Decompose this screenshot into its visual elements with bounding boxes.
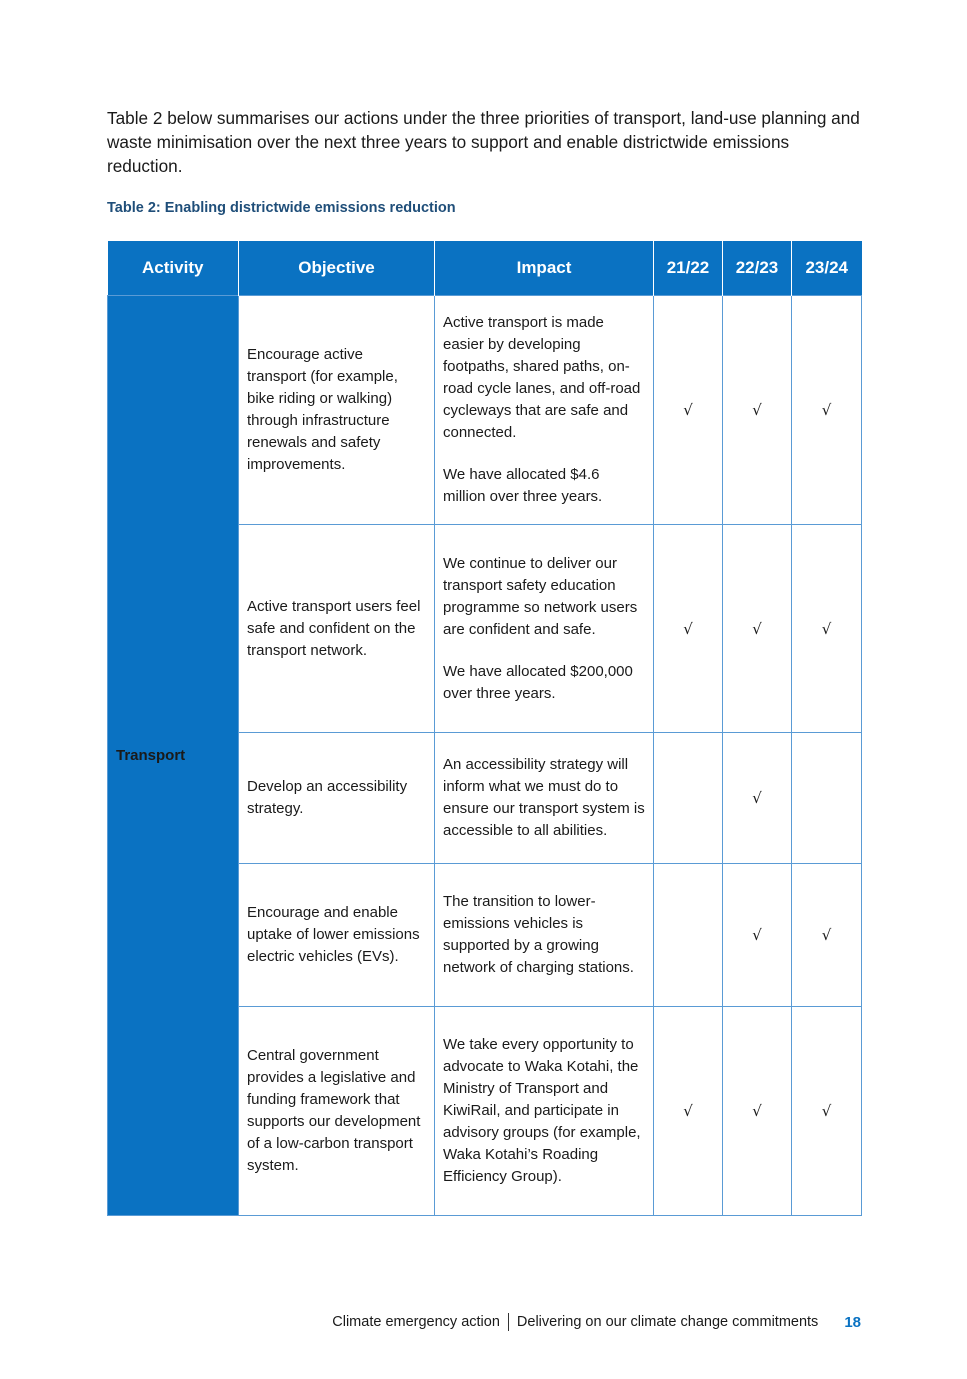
impact-cell bbox=[435, 864, 654, 1007]
emissions-table bbox=[107, 241, 862, 1216]
tick-2223: √ bbox=[723, 296, 792, 525]
tick-2122: √ bbox=[654, 525, 723, 733]
objective-cell: Encourage and enable uptake of lower emissions electric vehicles (EVs). bbox=[239, 864, 435, 1007]
tick-2223: √ bbox=[723, 733, 792, 864]
tick-2324: √ bbox=[792, 296, 862, 525]
impact-cell bbox=[435, 733, 654, 864]
tick-2122: √ bbox=[654, 296, 723, 525]
tick-2122 bbox=[654, 864, 723, 1007]
impact-text: We take every opportunity to advocate to Waka Kotahi, the Ministry of Transport and KiwiRail, and participate in advisory groups (for example, Waka Kotahi’s Roading Efficiency Group). bbox=[443, 1036, 641, 1185]
tick-2122 bbox=[654, 733, 723, 864]
table-caption: Table 2: Enabling districtwide emissions reduction bbox=[107, 200, 456, 216]
impact-allocation: We have allocated $200,000 over three years. bbox=[443, 662, 633, 702]
header-objective: Objective bbox=[239, 241, 435, 296]
page-number: 18 bbox=[844, 1313, 861, 1331]
footer-document-title: Delivering on our climate change commitments bbox=[516, 1314, 819, 1330]
objective-cell: Encourage active transport (for example, bike riding or walking) through infrastructure renewals and safety improvements. bbox=[239, 296, 435, 525]
tick-2324: √ bbox=[792, 525, 862, 733]
objective-cell: Active transport users feel safe and confident on the transport network. bbox=[239, 525, 435, 733]
objective-cell: Central government provides a legislative and funding framework that supports our development of a low-carbon transport system. bbox=[239, 1007, 435, 1216]
objective-cell: Develop an accessibility strategy. bbox=[239, 733, 435, 864]
table-header-row bbox=[108, 241, 862, 296]
impact-text: An accessibility strategy will inform what we must do to ensure our transport system is accessible to all abilities. bbox=[443, 756, 645, 839]
tick-2223: √ bbox=[723, 864, 792, 1007]
footer-section-title: Climate emergency action bbox=[332, 1314, 500, 1330]
impact-text: The transition to lower-emissions vehicles is supported by a growing network of charging stations. bbox=[443, 893, 634, 976]
header-impact: Impact bbox=[435, 241, 654, 296]
tick-2223: √ bbox=[723, 525, 792, 733]
impact-text: We continue to deliver our transport safety education programme so network users are confident and safe. bbox=[443, 554, 638, 638]
tick-2122: √ bbox=[654, 1007, 723, 1216]
table-row bbox=[108, 296, 862, 525]
header-year-2223: 22/23 bbox=[723, 241, 792, 296]
header-year-2122: 21/22 bbox=[654, 241, 723, 296]
header-activity: Activity bbox=[108, 241, 239, 296]
tick-2324 bbox=[792, 733, 862, 864]
tick-2324: √ bbox=[792, 1007, 862, 1216]
impact-cell bbox=[435, 296, 654, 525]
impact-cell bbox=[435, 525, 654, 733]
intro-paragraph: Table 2 below summarises our actions under the three priorities of transport, land-use planning and waste minimisation over the next three years to support and enable districtwide emissions reduction. bbox=[107, 108, 860, 176]
tick-2223: √ bbox=[723, 1007, 792, 1216]
footer-divider bbox=[508, 1313, 509, 1331]
impact-allocation: We have allocated $4.6 million over three years. bbox=[443, 466, 603, 505]
impact-cell bbox=[435, 1007, 654, 1216]
activity-transport: Transport bbox=[108, 296, 239, 1216]
impact-text: Active transport is made easier by developing footpaths, shared paths, on-road cycle lanes, and off-road cycleways that are safe and connected. bbox=[443, 314, 641, 441]
header-year-2324: 23/24 bbox=[792, 241, 862, 296]
tick-2324: √ bbox=[792, 864, 862, 1007]
page-footer bbox=[332, 1313, 861, 1331]
